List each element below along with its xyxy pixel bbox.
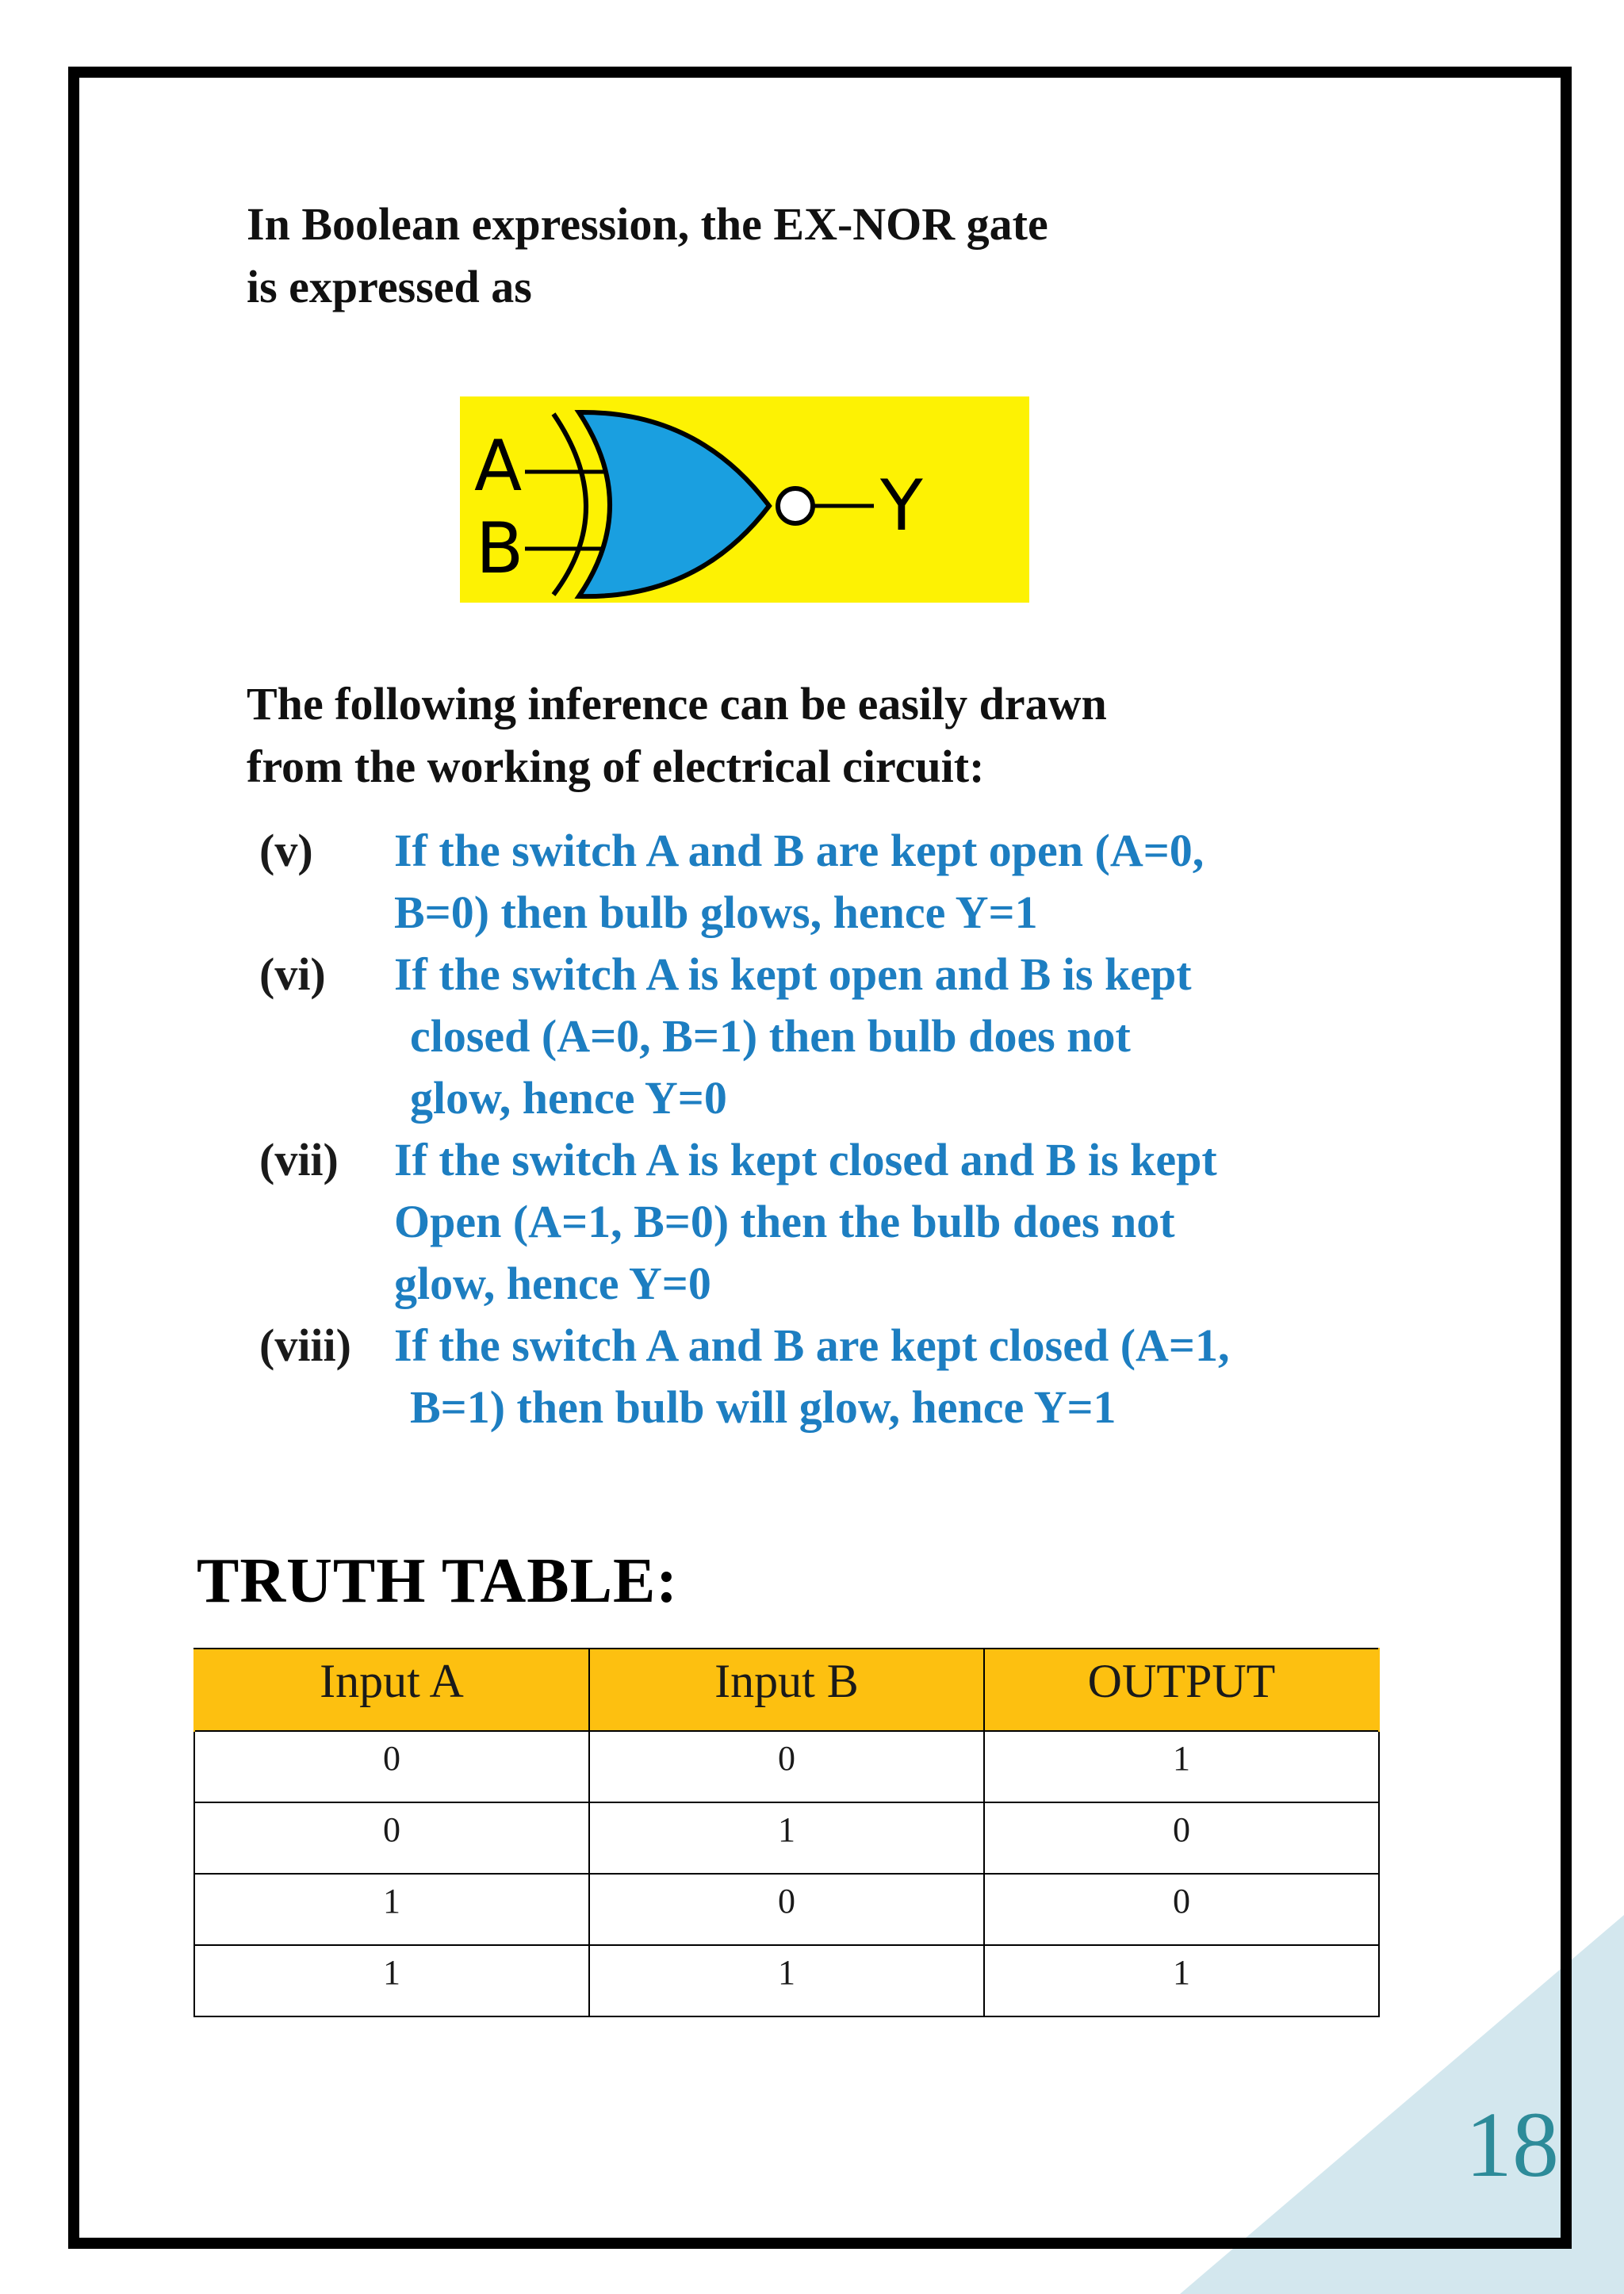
- intro-text: [247, 193, 1357, 318]
- case-item-v: [259, 820, 1425, 944]
- case-line: Open (A=1, B=0) then the bulb does not: [394, 1196, 1175, 1247]
- table-cell: 1: [984, 1945, 1379, 2016]
- table-cell: 1: [589, 1802, 984, 1874]
- case-line: If the switch A is kept open and B is kept: [394, 948, 1192, 1000]
- case-line: glow, hence Y=0: [410, 1072, 727, 1124]
- table-cell: 1: [589, 1945, 984, 2016]
- gate-input-b-label: B: [476, 507, 524, 589]
- case-line: If the switch A is kept closed and B is kept: [394, 1134, 1217, 1185]
- page-number: 18: [1465, 2093, 1559, 2196]
- case-line: closed (A=0, B=1) then bulb does not: [410, 1010, 1131, 1062]
- exnor-gate-symbol: [460, 396, 1029, 603]
- case-number: (v): [259, 825, 313, 876]
- case-line: glow, hence Y=0: [394, 1258, 711, 1309]
- table-cell: 0: [194, 1802, 589, 1874]
- inference-line-1: The following inference can be easily drawn: [247, 678, 1107, 730]
- column-header-output: OUTPUT: [984, 1649, 1379, 1731]
- gate-input-a-label: A: [474, 425, 523, 507]
- table-row: [194, 1874, 1379, 1945]
- truth-table: [193, 1648, 1380, 2017]
- table-row: [194, 1731, 1379, 1802]
- case-item-vii: [259, 1129, 1425, 1315]
- case-number: (vii): [259, 1134, 339, 1185]
- table-cell: 1: [984, 1731, 1379, 1802]
- gate-output-label: Y: [880, 465, 923, 546]
- table-cell: 0: [194, 1731, 589, 1802]
- intro-line-1: In Boolean expression, the EX-NOR gate: [247, 198, 1048, 250]
- table-cell: 1: [194, 1945, 589, 2016]
- table-row: [194, 1945, 1379, 2016]
- case-number: (vi): [259, 948, 326, 1000]
- case-item-viii: [259, 1315, 1425, 1438]
- inference-text: [247, 672, 1357, 798]
- inference-line-2: from the working of electrical circuit:: [247, 741, 985, 792]
- case-line: If the switch A and B are kept open (A=0,: [394, 825, 1205, 876]
- truth-table-title: TRUTH TABLE:: [197, 1546, 678, 1616]
- case-item-vi: [259, 944, 1425, 1129]
- table-row: [194, 1802, 1379, 1874]
- exnor-gate-diagram: [460, 396, 1029, 603]
- table-cell: 0: [589, 1874, 984, 1945]
- table-cell: 0: [984, 1802, 1379, 1874]
- switch-cases-list: [259, 820, 1425, 1438]
- case-line: If the switch A and B are kept closed (A=1,: [394, 1319, 1230, 1371]
- truth-table-header-row: [194, 1649, 1379, 1731]
- case-line: B=1) then bulb will glow, hence Y=1: [410, 1381, 1116, 1433]
- table-cell: 0: [984, 1874, 1379, 1945]
- column-header-input-a: Input A: [194, 1649, 589, 1731]
- column-header-input-b: Input B: [589, 1649, 984, 1731]
- case-line: B=0) then bulb glows, hence Y=1: [394, 887, 1038, 938]
- case-number: (viii): [259, 1319, 351, 1371]
- table-cell: 0: [589, 1731, 984, 1802]
- intro-line-2: is expressed as: [247, 261, 532, 312]
- table-cell: 1: [194, 1874, 589, 1945]
